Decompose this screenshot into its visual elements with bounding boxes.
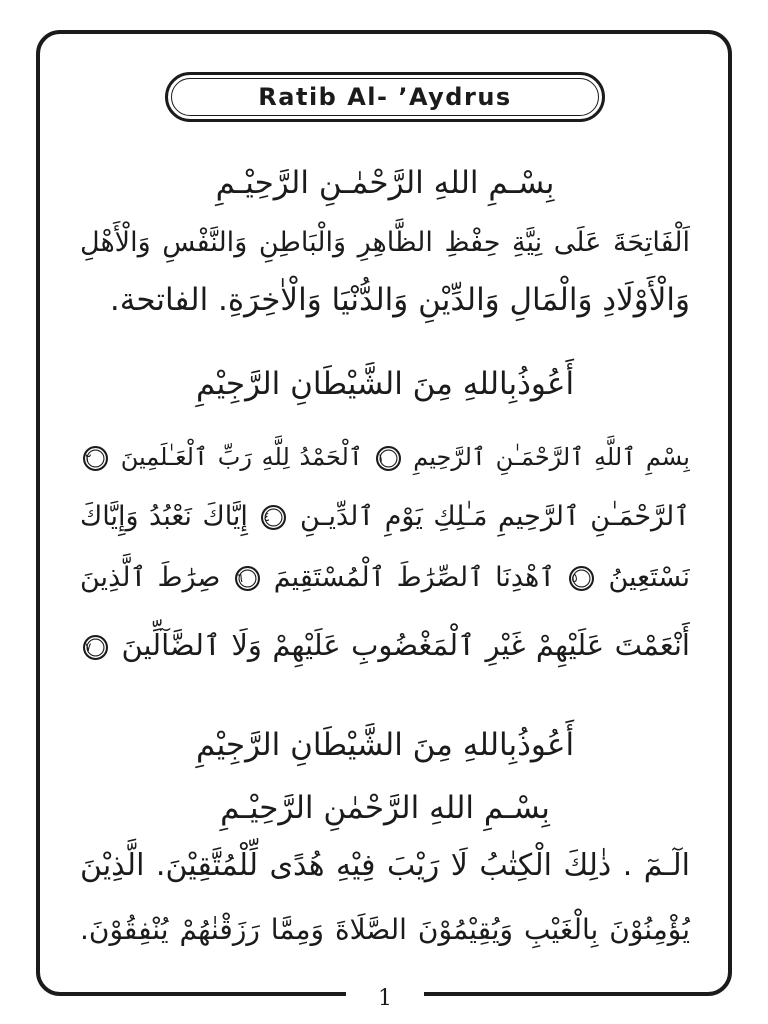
verse-text: ٱلرَّحْمَـٰنِ ٱلرَّحِيمِ مَـٰلِكِ يَوْمِ ٱلدِّيـنِ: [300, 501, 690, 532]
ayah-number-marker: ١: [376, 446, 401, 471]
fatihah-intent-line: اَلْفَاتِحَةَ عَلَى نِيَّةِ حِفْظِ الظَّاهِرِ وَالْبَاطِنِ وَالنَّفْسِ وَالْأَهْلِ: [80, 227, 690, 258]
ayah-number-marker: ٥: [569, 566, 594, 591]
fatihah-intent-line: وَالْأَوْلَادِ وَالْمَالِ وَالدِّيْنِ وَالدُّنْيَا وَالْاٰخِرَةِ. الفاتحة.: [109, 282, 690, 318]
verse-text: ٱهْدِنَا ٱلصِّرَٰطَ ٱلْمُسْتَقِيمَ: [273, 562, 556, 593]
fatihah-verse-line: [80, 548, 690, 608]
verse-text: إِيَّاكَ نَعْبُدُ وَإِيَّاكَ: [80, 501, 248, 532]
basmalah-line: بِسْـمِ اللهِ الرَّحْمٰـنِ الرَّحِيْـمِ: [215, 165, 555, 201]
fatihah-verse-line: [80, 615, 690, 675]
basmalah-line: بِسْـمِ اللهِ الرَّحْمٰنِ الرَّحِيْـمِ: [220, 790, 550, 826]
title-banner: [165, 72, 605, 122]
taawwudh-line: أَعُوذُبِاللهِ مِنَ الشَّيْطَانِ الرَّجِيْمِ: [195, 727, 575, 763]
verse-text: ٱلْحَمْدُ لِلَّهِ رَبِّ ٱلْعَـٰلَمِينَ: [120, 443, 363, 471]
fatihah-verse-line: [80, 427, 690, 487]
ayah-number-marker: ٢: [83, 446, 108, 471]
verse-text: نَسْتَعِينُ: [608, 562, 690, 593]
taawwudh-line: أَعُوذُبِاللهِ مِنَ الشَّيْطَانِ الرَّجِيْمِ: [195, 366, 575, 402]
ayah-number-marker: ٦: [235, 566, 260, 591]
page-title: Ratib Al- ’Aydrus: [258, 83, 512, 111]
baqarah-verse-line: يُؤْمِنُوْنَ بِالْغَيْبِ وَيُقِيْمُوْنَ الصَّلَاةَ وَمِمَّا رَزَقْنٰهُمْ يُنْفِقُوْنَ.: [80, 913, 690, 946]
fatihah-verse-line: [80, 487, 690, 547]
baqarah-verse-line: الٓـمٓ . ذٰلِكَ الْكِتٰبُ لَا رَيْبَ فِيْهِ هُدًى لِّلْمُتَّقِيْنَ. الَّذِيْنَ: [80, 848, 690, 883]
verse-text: أَنْعَمْتَ عَلَيْهِمْ غَيْرِ ٱلْمَغْضُوبِ عَلَيْهِمْ وَلَا ٱلضَّآلِّينَ: [121, 628, 690, 662]
verse-text: بِسْمِ ٱللَّهِ ٱلرَّحْمَـٰنِ ٱلرَّحِيمِ: [413, 443, 690, 471]
ayah-number-marker: ٧: [83, 635, 108, 660]
verse-text: صِرَٰطَ ٱلَّذِينَ: [80, 562, 221, 593]
ayah-number-marker: ٤: [261, 505, 286, 530]
page-number: 1: [378, 986, 392, 1011]
